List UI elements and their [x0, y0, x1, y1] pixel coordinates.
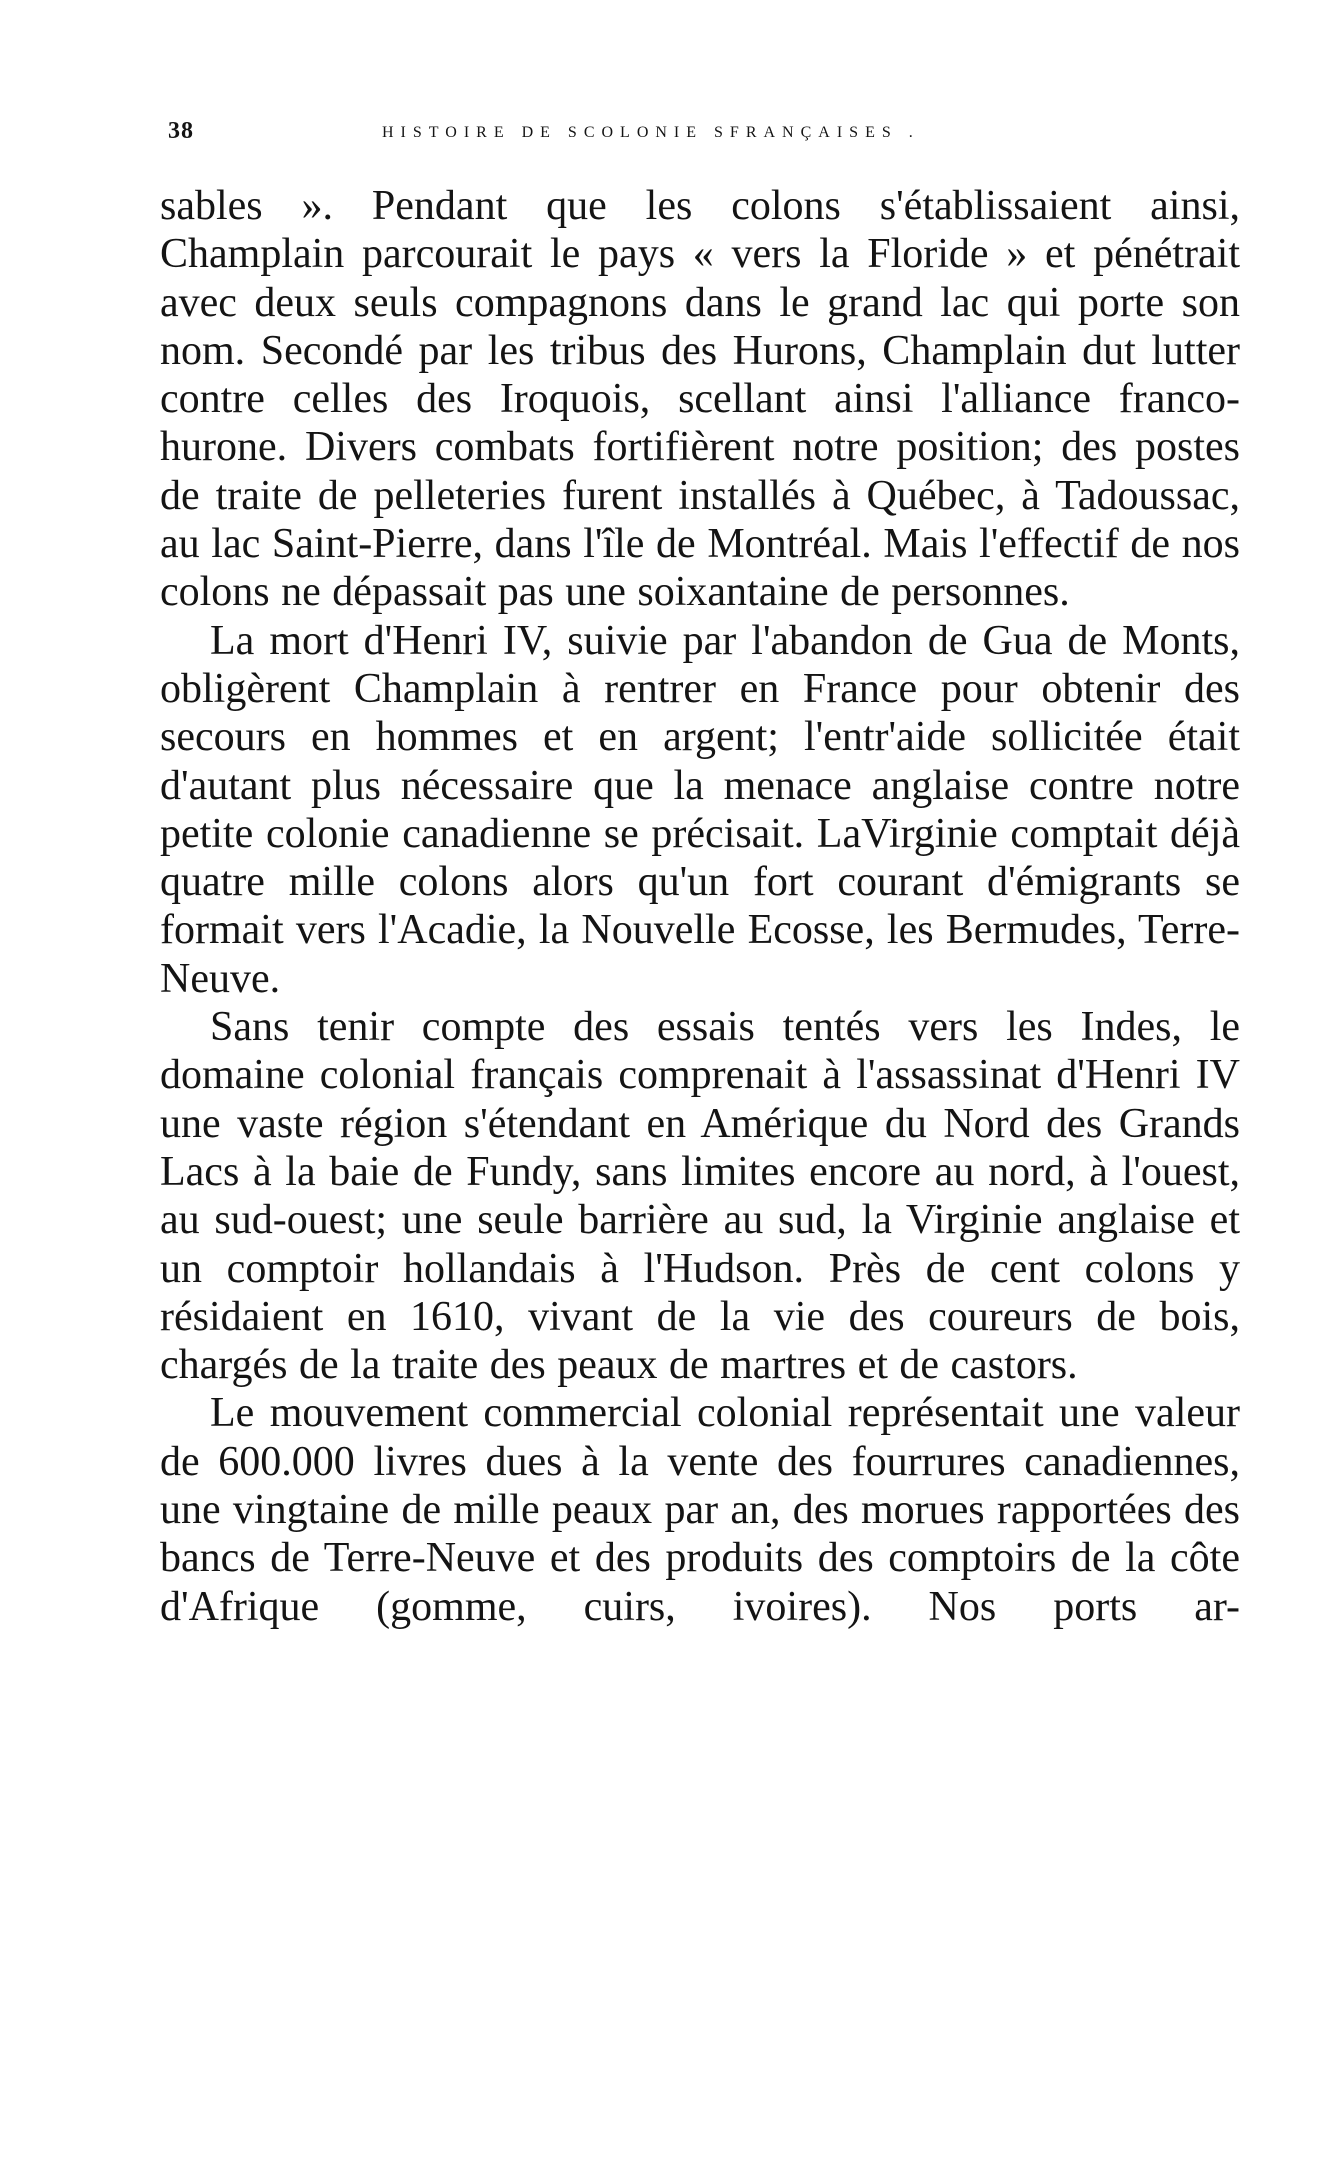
- paragraph-3: Sans tenir compte des essais tentés vers les Indes, le domaine colonial français comprenait à l'assassinat d'Henri IV une vaste région s'étendant en Amérique du Nord des Grands Lacs à la baie de Fundy, sans limites encore au nord, à l'ouest, au sud-ouest; une seule barrière au sud, la Virginie anglaise et un comptoir hollandais à l'Hudson. Près de cent colons y résidaient en 1610, vivant de la vie des coureurs de bois, chargés de la traite des peaux de martres et de castors.: [160, 1004, 1240, 1389]
- paragraph-1: sables ». Pendant que les colons s'établissaient ainsi, Champlain parcourait le pays « vers la Floride » et pénétrait avec deux seuls compagnons dans le grand lac qui porte son nom. Secondé par les tribus des Hurons, Champlain dut lutter contre celles des Iroquois, scellant ainsi l'alliance franco-hurone. Divers combats fortifièrent notre position; des postes de traite de pelleteries furent installés à Québec, à Tadoussac, au lac Saint-Pierre, dans l'île de Montréal. Mais l'effectif de nos colons ne dépassait pas une soixantaine de personnes.: [160, 183, 1240, 616]
- page-header: [168, 118, 1240, 158]
- running-title: HISTOIRE DE SCOLONIE SFRANÇAISES .: [382, 124, 920, 141]
- paragraph-4: Le mouvement commercial colonial représentait une valeur de 600.000 livres dues à la vente des fourrures canadiennes, une vingtaine de mille peaux par an, des morues rapportées des bancs de Terre-Neuve et des produits des comptoirs de la côte d'Afrique (gomme, cuirs, ivoires). Nos ports ar-: [160, 1390, 1240, 1630]
- page-number: 38: [168, 118, 194, 144]
- paragraph-2: La mort d'Henri IV, suivie par l'abandon de Gua de Monts, obligèrent Champlain à rentrer en France pour obtenir des secours en hommes et en argent; l'entr'aide sollicitée était d'autant plus nécessaire que la menace anglaise contre notre petite colonie canadienne se précisait. LaVirginie comptait déjà quatre mille colons alors qu'un fort courant d'émigrants se formait vers l'Acadie, la Nouvelle Ecosse, les Bermudes, Terre-Neuve.: [160, 617, 1240, 1002]
- body-text: [160, 182, 1240, 1631]
